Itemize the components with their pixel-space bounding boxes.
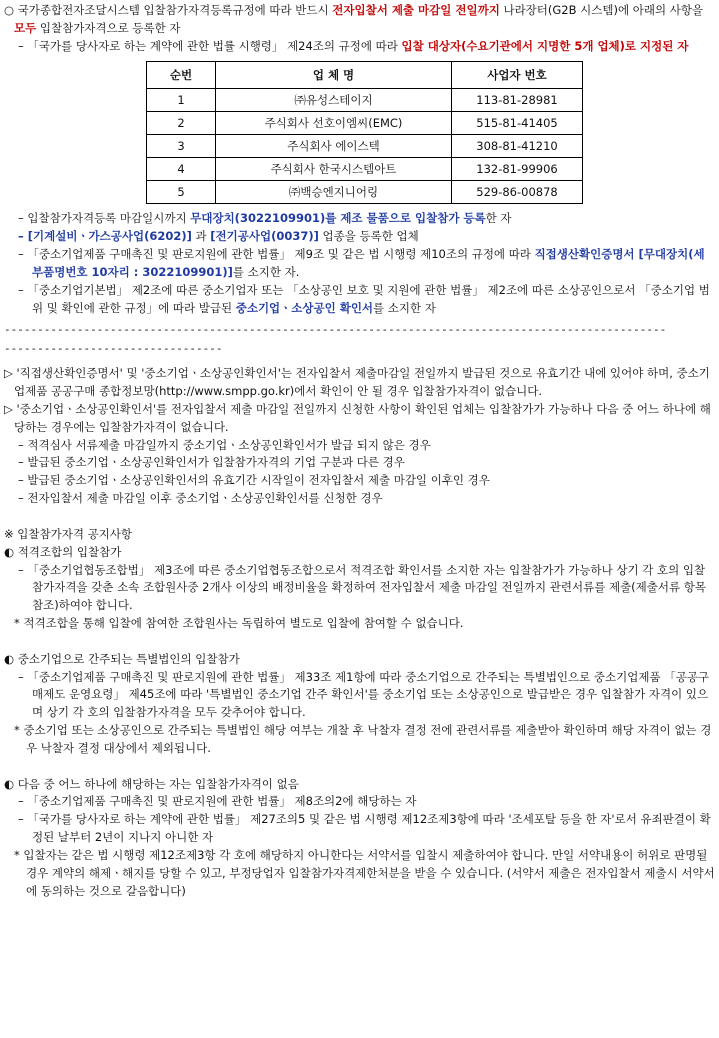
requirement-registration: – 입찰참가자격등록 마감일시까지 무대장치(3022109901)를 제조 물품으로 입찰참가 등록한 자 bbox=[18, 211, 512, 226]
section-title-disqualified: ◐ 다음 중 어느 하나에 해당하는 자는 입찰참가자격이 없음 bbox=[4, 776, 299, 791]
col-header-name: 업 체 명 bbox=[216, 62, 452, 89]
table-row: 4 주식회사 한국시스템아트 132-81-99906 bbox=[147, 158, 583, 181]
section-footnote: * 입찰자는 같은 법 시행령 제12조제3항 각 호에 해당하지 아니한다는 서약서를 입찰시 제출하여야 합니다. 만일 서약내용이 허위로 판명될 경우 계약의 해제ㆍ해지를 당할 수 있고, 부정당업자 입찰참가자격제한처분을 받을 수 있습니다. (서약서 제출은 전자입찰서 제출시 서약서에 동의하는 것으로 갈음합니다) bbox=[14, 847, 715, 898]
condition-item: – 발급된 중소기업ㆍ소상공인확인서의 유효기간 시작일이 전자입찰서 제출 마감일 이후인 경우 bbox=[18, 473, 490, 488]
requirement-direct-production: – 「중소기업제품 구매촉진 및 판로지원에 관한 법률」 제9조 및 같은 법 시행령 제10조의 규정에 따라 직접생산확인증명서 [무대장치(세부품명번호 10자리 : 3022109901)]를 소지한 자. bbox=[18, 247, 705, 279]
intro-paragraph: ○ 국가종합전자조달시스템 입찰참가자격등록규정에 따라 반드시 전자입찰서 제출 마감일 전일까지 나라장터(G2B 시스템)에 아래의 사항을 모두 입찰참가자격으로 등록한 자 bbox=[4, 3, 704, 35]
condition-item: – 적격심사 서류제출 마감일까지 중소기업ㆍ소상공인확인서가 발급 되지 않은 경우 bbox=[18, 437, 431, 452]
condition-item: – 전자입찰서 제출 마감일 이후 중소기업ㆍ소상공인확인서를 신청한 경우 bbox=[18, 491, 383, 506]
requirement-designated: – 「국가를 당사자로 하는 계약에 관한 법률 시행령」 제24조의 규정에 따라 입찰 대상자(수요기관에서 지명한 5개 업체)로 지정된 자 bbox=[18, 38, 689, 53]
table-row: 2 주식회사 선호이엠씨(EMC) 515-81-41405 bbox=[147, 112, 583, 135]
note-sme-application: ▷ '중소기업ㆍ소상공인확인서'를 전자입찰서 제출 마감일 전일까지 신청한 사항이 확인된 업체는 입찰참가가 가능하나 다음 중 어느 하나에 해당하는 경우에는 입찰참가자격이 없습니다. bbox=[4, 402, 711, 434]
table-row: 1 ㈜유성스테이지 113-81-28981 bbox=[147, 89, 583, 112]
section-footnote: * 적격조합을 통해 입찰에 참여한 조합원사는 독립하여 별도로 입찰에 참여할 수 없습니다. bbox=[14, 615, 464, 630]
note-certificate-validity: ▷ '직접생산확인증명서' 및 '중소기업ㆍ소상공인확인서'는 전자입찰서 제출마감일 전일까지 발급된 것으로 유효기간 내에 있어야 하며, 중소기업제품 공공구매 종합정보망(http://www.smpp.go.kr)에서 확인이 안 될 경우 입찰참가자격이 없습니다. bbox=[4, 366, 710, 399]
all-highlight: 모두 bbox=[14, 20, 37, 35]
col-header-bizno: 사업자 번호 bbox=[452, 62, 583, 89]
col-header-no: 순번 bbox=[147, 62, 216, 89]
table-row: 5 ㈜백승엔지니어링 529-86-00878 bbox=[147, 181, 583, 204]
deadline-highlight: 전자입찰서 제출 마감일 전일까지 bbox=[332, 3, 500, 17]
requirement-industry: – [기계설비ㆍ가스공사업(6202)] 과 [전기공사업(0037)] 업종을 등록한 업체 bbox=[18, 229, 419, 244]
dashed-separator: ---------------------------------------------------------------------------------------------------- bbox=[4, 323, 667, 337]
section-paragraph: – 「중소기업협동조합법」 제3조에 따른 중소기업협동조합으로서 적격조합 확인서를 소지한 자는 입찰참가가 가능하나 상기 각 호의 입찰참가자격을 갖춘 소속 조합원사중 2개사 이상의 배정비율을 확정하여 전자입찰서 제출 마감일 전일까지 관련서류를 제출(제출서류 항목 참조)하여야 합니다. bbox=[18, 562, 706, 613]
dashed-separator-continued: --------------------------------- bbox=[4, 342, 223, 356]
notice-title: ※ 입찰참가자격 공지사항 bbox=[4, 526, 133, 541]
condition-item: – 발급된 중소기업ㆍ소상공인확인서가 입찰참가자격의 기업 구분과 다른 경우 bbox=[18, 455, 405, 470]
section-paragraph: – 「국가를 당사자로 하는 계약에 관한 법률」 제27조의5 및 같은 법 시행령 제12조제3항에 따라 '조세포탈 등을 한 자'로서 유죄판결이 확정된 날부터 2년이 지나지 아니한 자 bbox=[18, 812, 711, 845]
section-paragraph: – 「중소기업제품 구매촉진 및 판로지원에 관한 법률」 제8조의2에 해당하는 자 bbox=[18, 794, 417, 809]
requirement-sme: – 「중소기업기본법」 제2조에 따른 중소기업자 또는 「소상공인 보호 및 지원에 관한 법률」 제2조에 따른 소상공인으로서 「중소기업 범위 및 확인에 관한 규정」에 따라 발급된 중소기업ㆍ소상공인 확인서를 소지한 자 bbox=[18, 282, 710, 315]
section-footnote: * 중소기업 또는 소상공인으로 간주되는 특별법인 해당 여부는 개찰 후 낙찰자 결정 전에 관련서류를 제출받아 확인하며 해당 자격이 없는 경우 낙찰자 결정 대상에서 제외됩니다. bbox=[14, 723, 712, 755]
section-paragraph: – 「중소기업제품 구매촉진 및 판로지원에 관한 법률」 제33조 제1항에 따라 중소기업으로 간주되는 특별법인으로 중소기업제품 「공공구매제도 운영요령」 제45조에 따라 '특별법인 중소기업 간주 확인서'를 중소기업 또는 소상공인으로 발급받은 경우 입찰참가 자격이 있으며 상기 각 호의 입찰참가자격을 모두 갖추어야 합니다. bbox=[18, 669, 710, 720]
table-header-row bbox=[147, 62, 583, 89]
section-title-special-corp: ◐ 중소기업으로 간주되는 특별법인의 입찰참가 bbox=[4, 651, 240, 666]
designated-firms-table bbox=[146, 61, 583, 204]
table-row: 3 주식회사 에이스텍 308-81-41210 bbox=[147, 135, 583, 158]
section-title-cooperative: ◐ 적격조합의 입찰참가 bbox=[4, 544, 122, 559]
